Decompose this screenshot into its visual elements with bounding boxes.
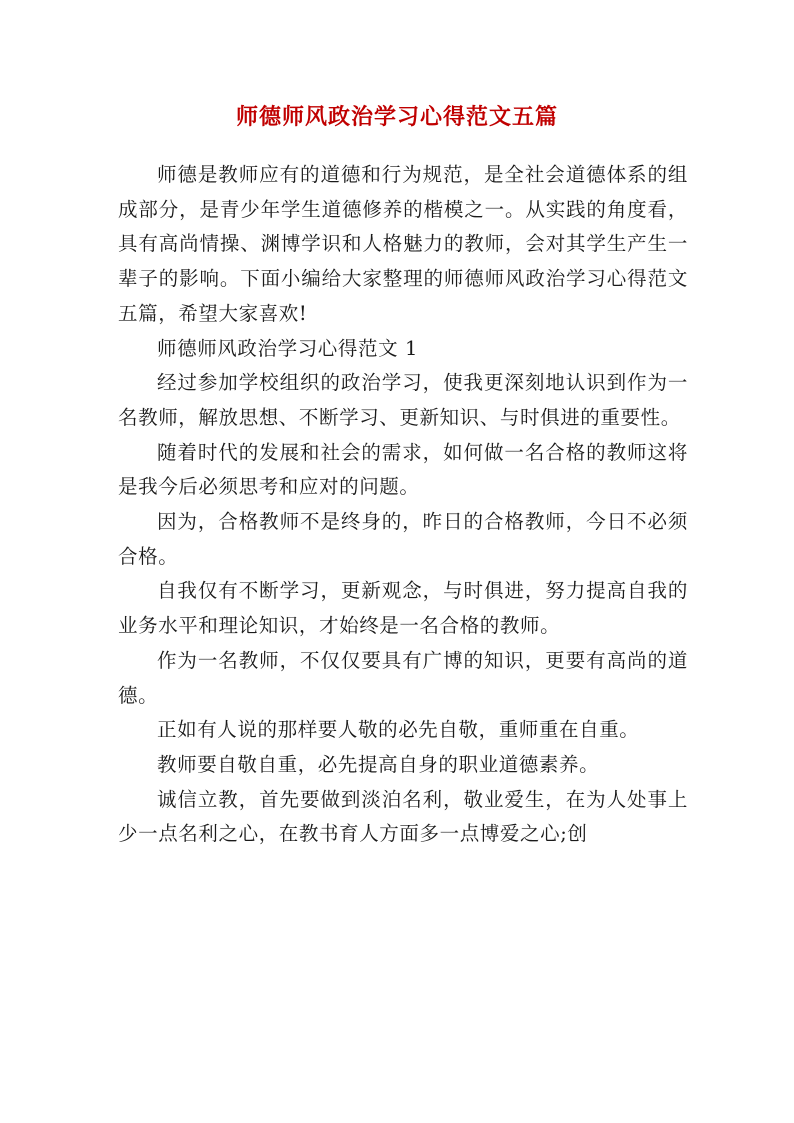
document-title: 师德师风政治学习心得范文五篇 [235, 104, 558, 130]
body-paragraph: 因为，合格教师不是终身的，昨日的合格教师，今日不必须合格。 [118, 510, 688, 568]
body-paragraph: 随着时代的发展和社会的需求，如何做一名合格的教师这将是我今后必须思考和应对的问题。 [118, 440, 688, 499]
body-paragraph: 诚信立教，首先要做到淡泊名利，敬业爱生，在为人处事上少一点名利之心，在教书育人方面多一点博爱之心;创 [118, 787, 688, 846]
body-paragraph: 作为一名教师，不仅仅要具有广博的知识，更要有高尚的道德。 [118, 648, 688, 707]
section-heading: 师德师风政治学习心得范文 1 [157, 336, 419, 360]
document-body [118, 158, 688, 852]
body-paragraph: 经过参加学校组织的政治学习，使我更深刻地认识到作为一名教师，解放思想、不断学习、更新知识、与时俱进的重要性。 [118, 371, 688, 429]
intro-paragraph: 师德是教师应有的道德和行为规范，是全社会道德体系的组成部分，是青少年学生道德修养的楷模之一。从实践的角度看，具有高尚情操、渊博学识和人格魅力的教师，会对其学生产生一辈子的影响。下面小编给大家整理的师德师风政治学习心得范文五篇，希望大家喜欢! [118, 163, 688, 325]
body-paragraph: 正如有人说的那样要人敬的必先自敬，重师重在自重。 [157, 718, 640, 742]
body-paragraph: 教师要自敬自重，必先提高自身的职业道德素养。 [157, 752, 600, 776]
body-paragraph: 自我仅有不断学习，更新观念，与时俱进，努力提高自我的业务水平和理论知识，才始终是一名合格的教师。 [118, 579, 688, 638]
